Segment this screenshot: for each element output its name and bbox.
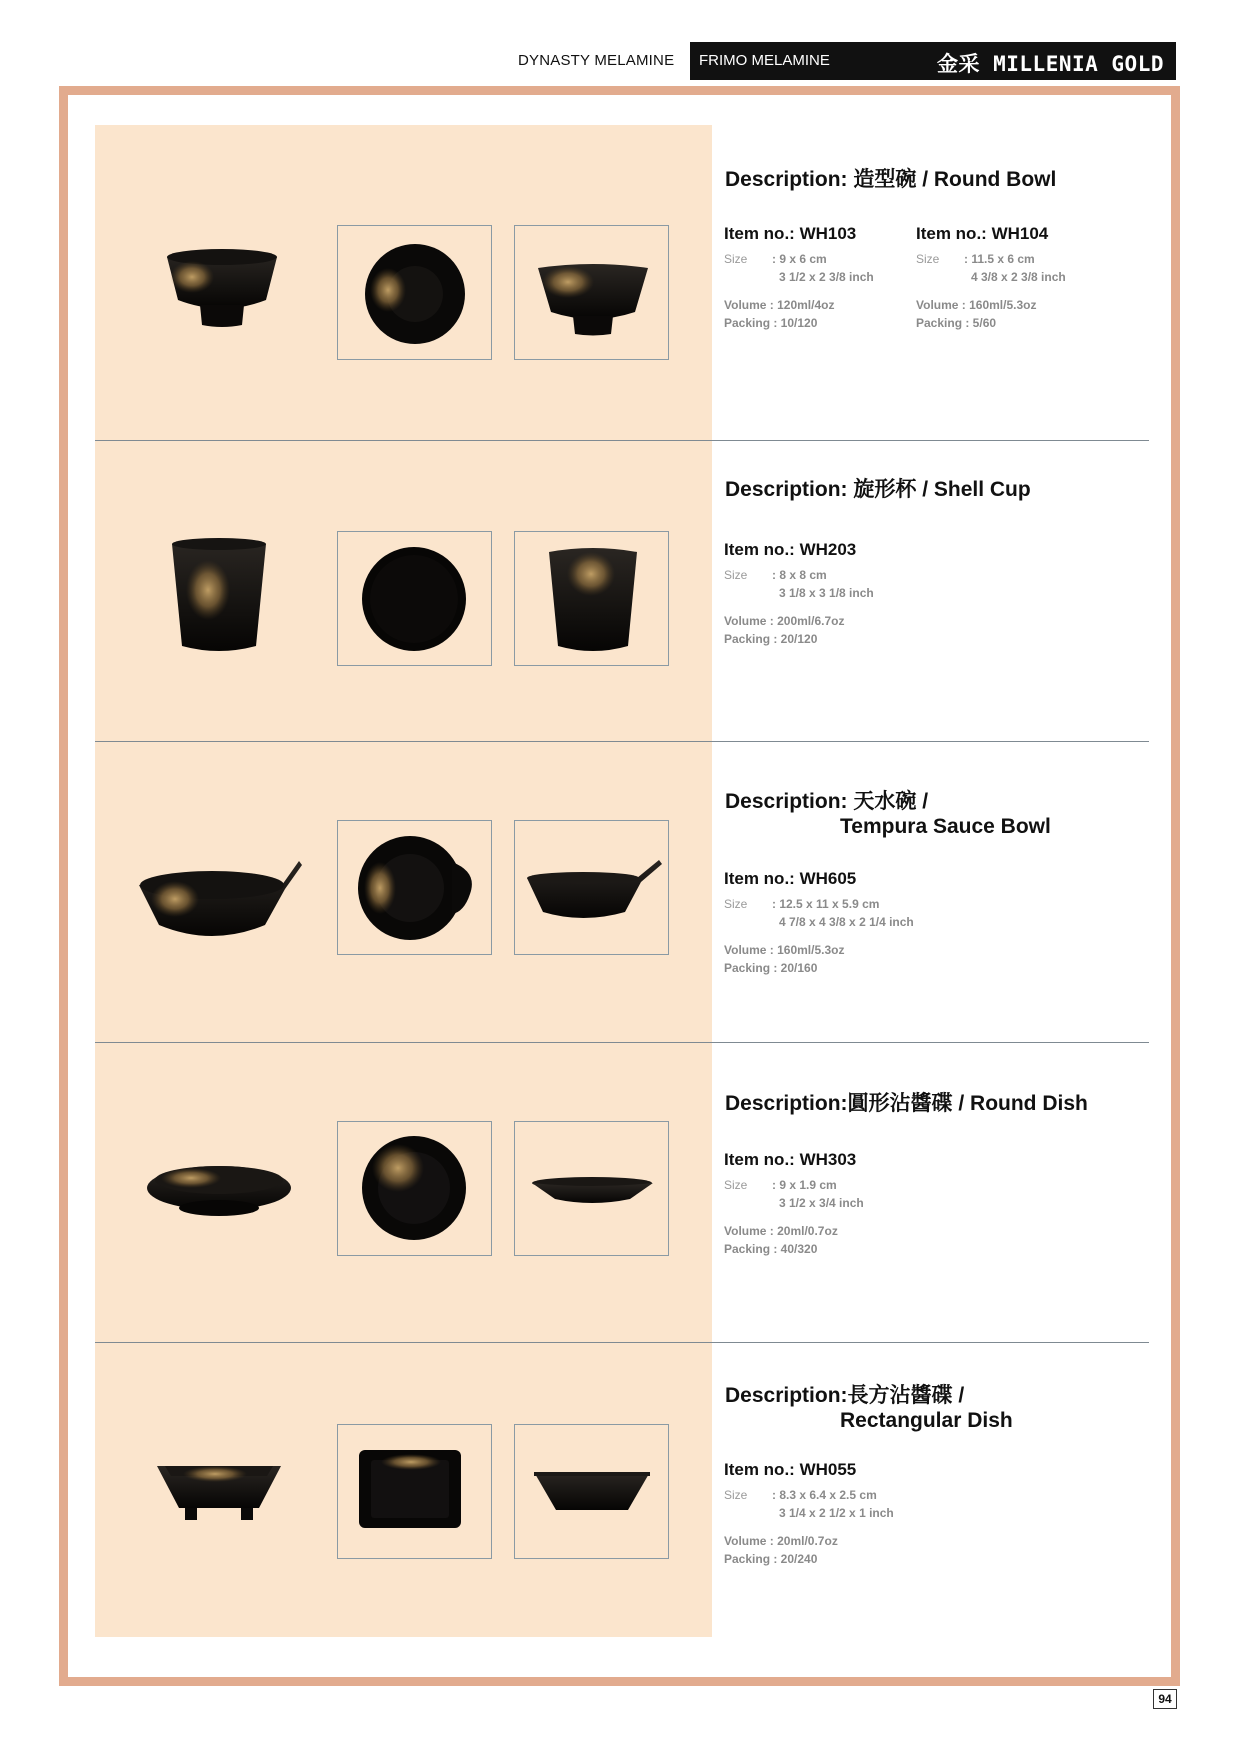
size-cm: : 12.5 x 11 x 5.9 cm <box>772 897 880 911</box>
description-english-line2: Tempura Sauce Bowl <box>840 815 1051 838</box>
description-chinese: 旋形杯 <box>853 478 917 501</box>
page-number: 94 <box>1153 1689 1177 1709</box>
item-label: Item no.: <box>724 869 795 888</box>
size-inch: 4 7/8 x 4 3/8 x 2 1/4 inch <box>779 915 914 929</box>
item-no-wh203 <box>724 540 856 560</box>
size-label: Size <box>724 568 748 582</box>
tempura-bowl-description <box>725 789 1051 839</box>
round-dish-side-image <box>145 1158 293 1220</box>
rectangular-dish-top-image <box>357 1448 463 1530</box>
round-bowl-side-image <box>162 245 282 335</box>
size-label: Size <box>724 1488 748 1502</box>
size-cm: : 11.5 x 6 cm <box>964 252 1035 266</box>
item-number: WH055 <box>799 1460 857 1479</box>
item-number: WH103 <box>799 224 857 243</box>
round-bowl-description <box>725 167 1056 192</box>
brand-dynasty-melamine: DYNASTY MELAMINE <box>518 52 675 69</box>
description-chinese: 圓形沾醬碟 <box>847 1092 953 1115</box>
description-label: Description: <box>725 168 848 191</box>
tempura-bowl-side-image <box>137 855 302 945</box>
row-divider <box>95 741 1149 742</box>
description-chinese: 長方沾醬碟 <box>847 1384 953 1407</box>
item-no-wh104 <box>916 224 1048 244</box>
size-inch: 3 1/2 x 2 3/8 inch <box>779 270 874 284</box>
rectangular-dish-angle-image <box>532 1470 652 1518</box>
description-english: / Round Dish <box>958 1092 1088 1115</box>
description-label: Description: <box>725 1384 848 1407</box>
description-english: / <box>922 790 929 813</box>
item-no-wh055 <box>724 1460 856 1480</box>
size-inch: 4 3/8 x 2 3/8 inch <box>971 270 1066 284</box>
spec-wh104 <box>916 250 1116 332</box>
description-chinese: 造型碗 <box>853 168 917 191</box>
item-no-wh103 <box>724 224 856 244</box>
volume: Volume : 160ml/5.3oz <box>916 298 1037 312</box>
volume: Volume : 120ml/4oz <box>724 298 835 312</box>
size-cm: : 9 x 1.9 cm <box>772 1178 837 1192</box>
description-chinese: 天水碗 <box>853 790 917 813</box>
item-number: WH203 <box>799 540 857 559</box>
item-label: Item no.: <box>724 1460 795 1479</box>
round-dish-description <box>725 1091 1088 1116</box>
size-label: Size <box>724 897 748 911</box>
brand-frimo-melamine: FRIMO MELAMINE <box>699 52 830 69</box>
brand-millenia-gold: 金采 MILLENIA GOLD <box>936 52 1164 76</box>
item-label: Item no.: <box>724 224 795 243</box>
description-label: Description: <box>725 478 848 501</box>
row-divider <box>95 1342 1149 1343</box>
size-inch: 3 1/8 x 3 1/8 inch <box>779 586 874 600</box>
packing: Packing : 20/120 <box>724 632 818 646</box>
row-divider <box>95 1042 1149 1043</box>
rectangular-dish-description <box>725 1383 1013 1433</box>
packing: Packing : 20/240 <box>724 1552 818 1566</box>
tempura-bowl-top-image <box>352 832 478 944</box>
description-english: / <box>958 1384 965 1407</box>
spec-wh203 <box>724 566 924 648</box>
round-bowl-top-image <box>360 242 470 346</box>
spec-wh103 <box>724 250 904 332</box>
volume: Volume : 20ml/0.7oz <box>724 1534 838 1548</box>
item-label: Item no.: <box>916 224 987 243</box>
shell-cup-top-image <box>360 545 468 653</box>
item-number: WH104 <box>991 224 1049 243</box>
packing: Packing : 5/60 <box>916 316 997 330</box>
size-cm: : 9 x 6 cm <box>772 252 827 266</box>
round-dish-angle-image <box>530 1175 655 1207</box>
size-cm: : 8 x 8 cm <box>772 568 827 582</box>
size-label: Size <box>724 252 748 266</box>
size-inch: 3 1/2 x 3/4 inch <box>779 1196 864 1210</box>
item-label: Item no.: <box>724 540 795 559</box>
volume: Volume : 200ml/6.7oz <box>724 614 845 628</box>
shell-cup-angle-image <box>545 546 641 656</box>
packing: Packing : 40/320 <box>724 1242 818 1256</box>
item-no-wh605 <box>724 869 856 889</box>
packing: Packing : 10/120 <box>724 316 818 330</box>
rectangular-dish-side-image <box>155 1462 283 1528</box>
size-label: Size <box>916 252 940 266</box>
round-dish-top-image <box>360 1134 468 1242</box>
round-bowl-angle-image <box>533 260 653 338</box>
spec-wh605 <box>724 895 964 977</box>
item-label: Item no.: <box>724 1150 795 1169</box>
description-english: / Shell Cup <box>922 478 1031 501</box>
item-no-wh303 <box>724 1150 856 1170</box>
shell-cup-side-image <box>168 538 270 656</box>
size-cm: : 8.3 x 6.4 x 2.5 cm <box>772 1488 877 1502</box>
item-number: WH605 <box>799 869 857 888</box>
spec-wh303 <box>724 1176 924 1258</box>
description-english: / Round Bowl <box>922 168 1057 191</box>
shell-cup-description <box>725 477 1031 502</box>
size-label: Size <box>724 1178 748 1192</box>
item-number: WH303 <box>799 1150 857 1169</box>
description-label: Description: <box>725 790 848 813</box>
spec-wh055 <box>724 1486 964 1568</box>
packing: Packing : 20/160 <box>724 961 818 975</box>
volume: Volume : 20ml/0.7oz <box>724 1224 838 1238</box>
row-divider <box>95 440 1149 441</box>
description-english-line2: Rectangular Dish <box>840 1409 1013 1432</box>
size-inch: 3 1/4 x 2 1/2 x 1 inch <box>779 1506 894 1520</box>
volume: Volume : 160ml/5.3oz <box>724 943 845 957</box>
description-label: Description: <box>725 1092 848 1115</box>
tempura-bowl-angle-image <box>525 858 665 928</box>
